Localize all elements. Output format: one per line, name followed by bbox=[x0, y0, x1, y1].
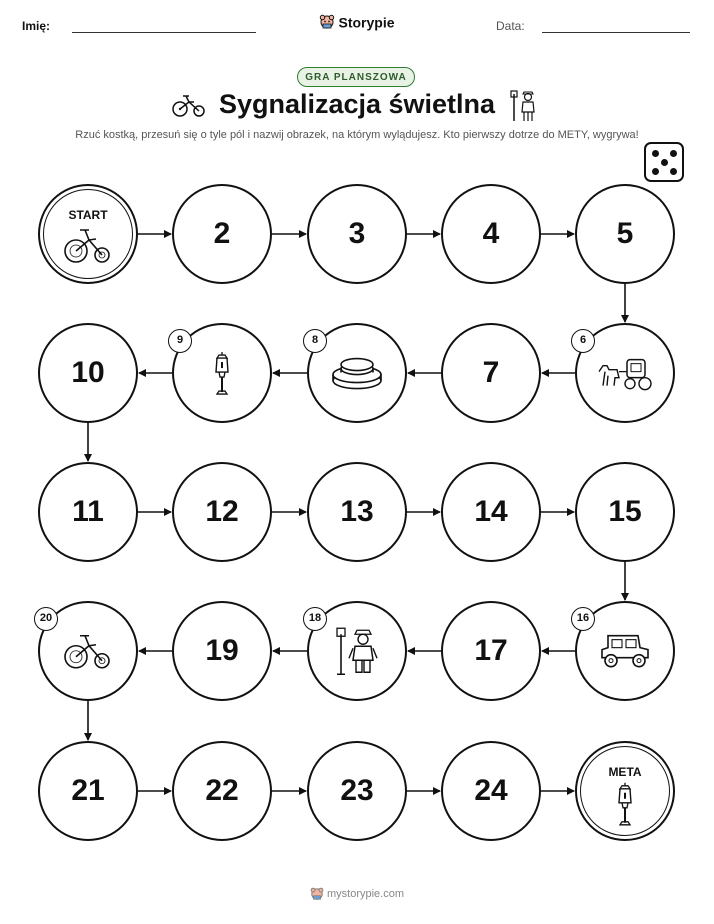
cell-number: 22 bbox=[205, 774, 239, 807]
cell-number: 21 bbox=[71, 774, 105, 807]
cell-number: 2 bbox=[213, 217, 231, 250]
cell-number: 7 bbox=[482, 356, 500, 389]
cell-number: 14 bbox=[474, 495, 508, 528]
board-cell bbox=[172, 601, 272, 701]
cell-number: 6 bbox=[571, 329, 595, 353]
board-cell bbox=[172, 184, 272, 284]
cell-number: 13 bbox=[340, 495, 374, 528]
cell-number: 8 bbox=[303, 329, 327, 353]
board-cell bbox=[307, 462, 407, 562]
board-cell bbox=[441, 741, 541, 841]
board-cell bbox=[575, 323, 675, 423]
board-cell bbox=[172, 741, 272, 841]
button-icon bbox=[329, 355, 385, 396]
board-cell bbox=[441, 323, 541, 423]
street-lamp-icon bbox=[211, 350, 233, 401]
board-cell bbox=[38, 601, 138, 701]
board-cell bbox=[38, 462, 138, 562]
cell-label: META bbox=[608, 765, 642, 779]
storypie-logo-icon bbox=[319, 14, 335, 30]
vintage-car-icon bbox=[598, 632, 652, 675]
board-cell bbox=[575, 601, 675, 701]
cell-number: 18 bbox=[303, 607, 327, 631]
bicycle-icon bbox=[62, 225, 114, 270]
cell-number: 9 bbox=[168, 329, 192, 353]
footer-url: mystorypie.com bbox=[326, 888, 405, 900]
cell-number: 10 bbox=[71, 356, 105, 389]
date-label: Data: bbox=[496, 19, 525, 33]
board-cell bbox=[575, 462, 675, 562]
name-label: Imię: bbox=[22, 19, 51, 33]
board-cell bbox=[307, 741, 407, 841]
cell-number: 3 bbox=[348, 217, 366, 250]
board-cell bbox=[441, 601, 541, 701]
board-cell bbox=[172, 323, 272, 423]
cell-label: START bbox=[68, 208, 108, 222]
instructions: Rzuć kostką, przesuń się o tyle pól i nazwij obrazek, na którym wylądujesz. Kto pierwszy dotrze do METY, wygrywa! bbox=[75, 129, 639, 141]
storypie-logo-icon bbox=[310, 887, 324, 901]
board-cell bbox=[38, 323, 138, 423]
start-cell bbox=[38, 184, 138, 284]
finish-cell bbox=[575, 741, 675, 841]
cell-number: 16 bbox=[571, 607, 595, 631]
dice-five-icon bbox=[644, 142, 684, 182]
name-line[interactable] bbox=[72, 32, 256, 33]
bicycle-icon bbox=[62, 631, 114, 676]
cell-number: 20 bbox=[34, 607, 58, 631]
cell-number: 5 bbox=[616, 217, 634, 250]
street-lamp-icon bbox=[614, 781, 636, 832]
police-officer-icon bbox=[331, 626, 383, 681]
board-cell bbox=[441, 184, 541, 284]
board-cell bbox=[307, 323, 407, 423]
footer bbox=[0, 887, 714, 901]
cell-number: 4 bbox=[482, 217, 500, 250]
board-cell bbox=[307, 601, 407, 701]
cell-number: 24 bbox=[474, 774, 508, 807]
date-line[interactable] bbox=[542, 32, 690, 33]
title-police-officer-icon bbox=[510, 88, 538, 122]
board-cell bbox=[575, 184, 675, 284]
cell-number: 19 bbox=[205, 634, 239, 667]
brand-name: Storypie bbox=[338, 14, 395, 31]
brand bbox=[0, 13, 714, 30]
board-cell bbox=[441, 462, 541, 562]
cell-number: 23 bbox=[340, 774, 374, 807]
board-cell bbox=[307, 184, 407, 284]
cell-number: 15 bbox=[608, 495, 642, 528]
cell-number: 17 bbox=[474, 634, 508, 667]
board-cell bbox=[38, 741, 138, 841]
board-cell bbox=[172, 462, 272, 562]
category-badge: GRA PLANSZOWA bbox=[297, 67, 415, 87]
carriage-icon bbox=[597, 354, 653, 397]
page-title: Sygnalizacja świetlna bbox=[218, 89, 496, 119]
cell-number: 11 bbox=[72, 495, 104, 528]
cell-number: 12 bbox=[205, 495, 239, 528]
